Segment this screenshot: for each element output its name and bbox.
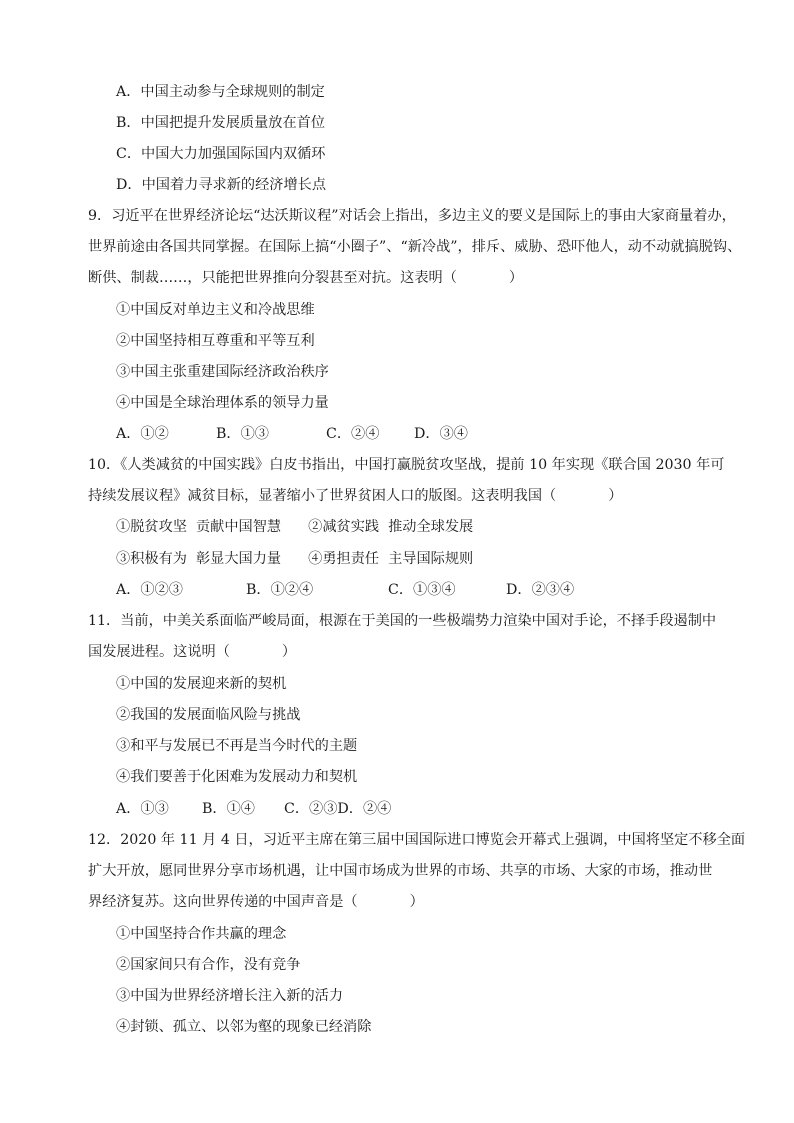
q10-choice-b: B．①②④: [246, 582, 314, 598]
q8-option-b: B．中国把提升发展质量放在首位: [116, 115, 326, 131]
q9-choice-a: A．①②: [116, 426, 169, 442]
q11-choice-cd: C．②③D．②④: [284, 801, 392, 817]
q11-stem-line-1: 11．当前，中美关系面临严峻局面，根源在于美国的一些极端势力渲染中国对手论，不择手段遏制中: [88, 613, 717, 629]
q9-stem-line-1: 9．习近平在世界经济论坛“达沃斯议程”对话会上指出，多边主义的要义是国际上的事由大家商量着办，: [88, 208, 736, 224]
q8-option-c: C．中国大力加强国际国内双循环: [116, 146, 326, 162]
q9-choice-b: B．①③: [216, 426, 269, 442]
q10-statements-row-2: ③积极有为 彰显大国力量 ④勇担责任 主导国际规则: [116, 551, 474, 567]
q9-stem-line-2: 世界前途由各国共同掌握。在国际上搞“小圈子”、“新冷战”，排斥、威胁、恐吓他人，动不动就搞脱钩、: [88, 239, 742, 255]
q10-stem-line-2: 持续发展议程》减贫目标，显著缩小了世界贫困人口的版图。这表明我国（ ）: [88, 488, 623, 504]
q8-option-a: A．中国主动参与全球规则的制定: [116, 84, 325, 100]
q11-statement-4: ④我们要善于化困难为发展动力和契机: [116, 769, 358, 785]
q9-statement-2: ②中国坚持相互尊重和平等互利: [116, 333, 315, 349]
q11-choice-b: B．①④: [202, 801, 255, 817]
q12-statement-3: ③中国为世界经济增长注入新的活力: [116, 988, 344, 1004]
q11-choice-a: A．①③: [116, 801, 169, 817]
q11-stem-line-2: 国发展进程。这说明（ ）: [88, 644, 297, 660]
q11-statement-1: ①中国的发展迎来新的契机: [116, 676, 287, 692]
q12-stem-line-3: 界经济复苏。这向世界传递的中国声音是（ ）: [88, 894, 424, 910]
q12-stem-line-1: 12．2020 年 11 月 4 日，习近平主席在第三届中国国际进口博览会开幕式上强调，中国将坚定不移全面: [88, 832, 746, 848]
q10-choice-d: D．②③④: [506, 582, 575, 598]
q12-statement-1: ①中国坚持合作共赢的理念: [116, 926, 287, 942]
q9-statement-1: ①中国反对单边主义和冷战思维: [116, 302, 315, 318]
q9-choice-c: C．②④: [326, 426, 380, 442]
q9-statement-4: ④中国是全球治理体系的领导力量: [116, 395, 329, 411]
q9-choice-d: D．③④: [414, 426, 468, 442]
q11-statement-2: ②我国的发展面临风险与挑战: [116, 707, 301, 723]
q9-stem-line-3: 断供、制裁……，只能把世界推向分裂甚至对抗。这表明（ ）: [88, 270, 524, 286]
q10-choice-a: A．①②③: [116, 582, 183, 598]
q11-statement-3: ③和平与发展已不再是当今时代的主题: [116, 738, 358, 754]
q8-option-d: D．中国着力寻求新的经济增长点: [116, 177, 327, 193]
q10-choice-c: C．①③④: [388, 582, 456, 598]
q9-statement-3: ③中国主张重建国际经济政治秩序: [116, 364, 329, 380]
q12-statement-4: ④封锁、孤立、以邻为壑的现象已经消除: [116, 1019, 372, 1035]
q10-stem-line-1: 10．《人类减贫的中国实践》白皮书指出，中国打赢脱贫攻坚战，提前 10 年实现《联合国 2030 年可: [88, 457, 725, 473]
q12-stem-line-2: 扩大开放，愿同世界分享市场机遇，让中国市场成为世界的市场、共享的市场、大家的市场，推动世: [88, 863, 713, 879]
q10-statements-row-1: ①脱贫攻坚 贡献中国智慧 ②减贫实践 推动全球发展: [116, 519, 474, 535]
q12-statement-2: ②国家间只有合作，没有竞争: [116, 957, 301, 973]
